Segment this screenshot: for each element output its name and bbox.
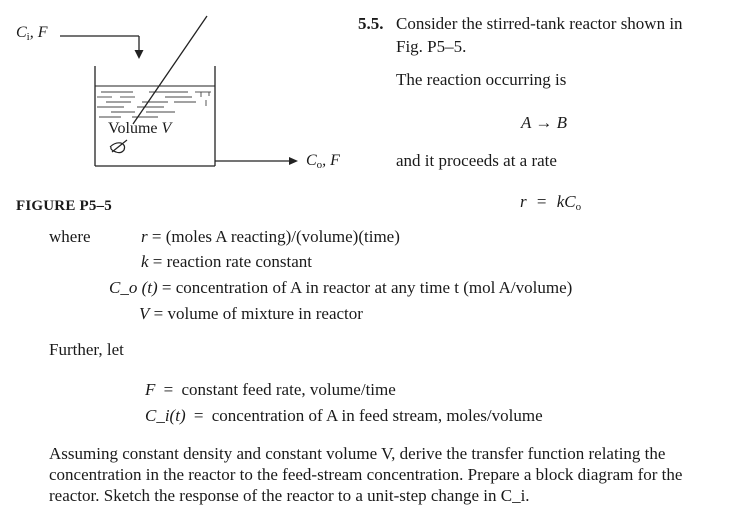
feed-1-text: constant feed rate, volume/time [181,380,396,399]
problem-line-1: Consider the stirred-tank reactor shown in [396,14,683,33]
rate-rhs: kC [556,192,576,211]
def-1-eq: = [151,227,162,246]
closing-paragraph: Assuming constant density and constant volume V, derive the transfer function relating the concentration in the reactor to the feed-stream concentration. Prepare a block diagram for the reactor. Sketch the response of the reactor to a unit-step change in C_i. [49,444,683,505]
stirrer-shaft [133,16,207,124]
def-3-eq: = [161,278,172,297]
inlet-sub: i [26,31,30,43]
rate-equation [520,192,581,213]
reaction-text: A → B [521,113,567,132]
outlet-rest: , F [322,152,340,169]
def-1-text: (moles A reacting)/(volume)(time) [165,227,400,246]
feed-row-2 [145,406,543,426]
def-2-eq: = [152,252,163,271]
rate-eq: = [536,192,547,211]
figure-caption: FIGURE P5–5 [16,198,112,214]
outlet-var: C [306,152,317,169]
rate-lhs: r [520,192,527,211]
feed-2-eq: = [193,406,204,425]
def-4-eq: = [153,304,164,323]
feed-2-var: C_i(t) [145,406,186,425]
reaction-equation [521,113,567,133]
inlet-rest: , F [29,24,48,41]
volume-label [108,120,171,138]
problem-line-2: Fig. P5–5. [396,37,467,56]
def-4-var: V [139,304,150,323]
inlet-label [16,24,48,43]
def-1-var: r [141,227,148,246]
inlet-var: C [16,24,27,41]
def-row-3 [109,278,572,298]
liquid-hatching [97,92,211,117]
feed-2-text: concentration of A in feed stream, moles/volume [211,406,543,425]
def-2-text: reaction rate constant [166,252,313,271]
def-row-2 [141,252,312,272]
rate-rhs-sub: o [575,201,582,213]
feed-1-eq: = [163,380,174,399]
def-4-text: volume of mixture in reactor [167,304,363,323]
inlet-arrow-icon [135,50,144,59]
outlet-arrow-icon [289,157,298,165]
rate-intro: and it proceeds at a rate [396,151,557,170]
reaction-intro: The reaction occurring is [396,70,567,89]
feed-1-var: F [145,380,156,399]
further-label: Further, let [49,340,124,359]
where-label: where [49,227,91,246]
def-row-1 [141,227,400,247]
impeller-icon [110,140,127,153]
liquid-right-ticks [201,92,209,106]
problem-number: 5.5. [358,14,384,33]
def-2-var: k [141,252,149,271]
def-row-4 [139,304,363,324]
def-3-text: concentration of A in reactor at any time t (mol A/volume) [175,278,573,297]
volume-word: Volume [108,120,158,137]
outlet-label [306,152,340,171]
volume-var: V [161,120,172,137]
def-3-var: C_o (t) [109,278,158,297]
feed-row-1 [145,380,396,400]
outlet-sub: o [316,159,323,171]
